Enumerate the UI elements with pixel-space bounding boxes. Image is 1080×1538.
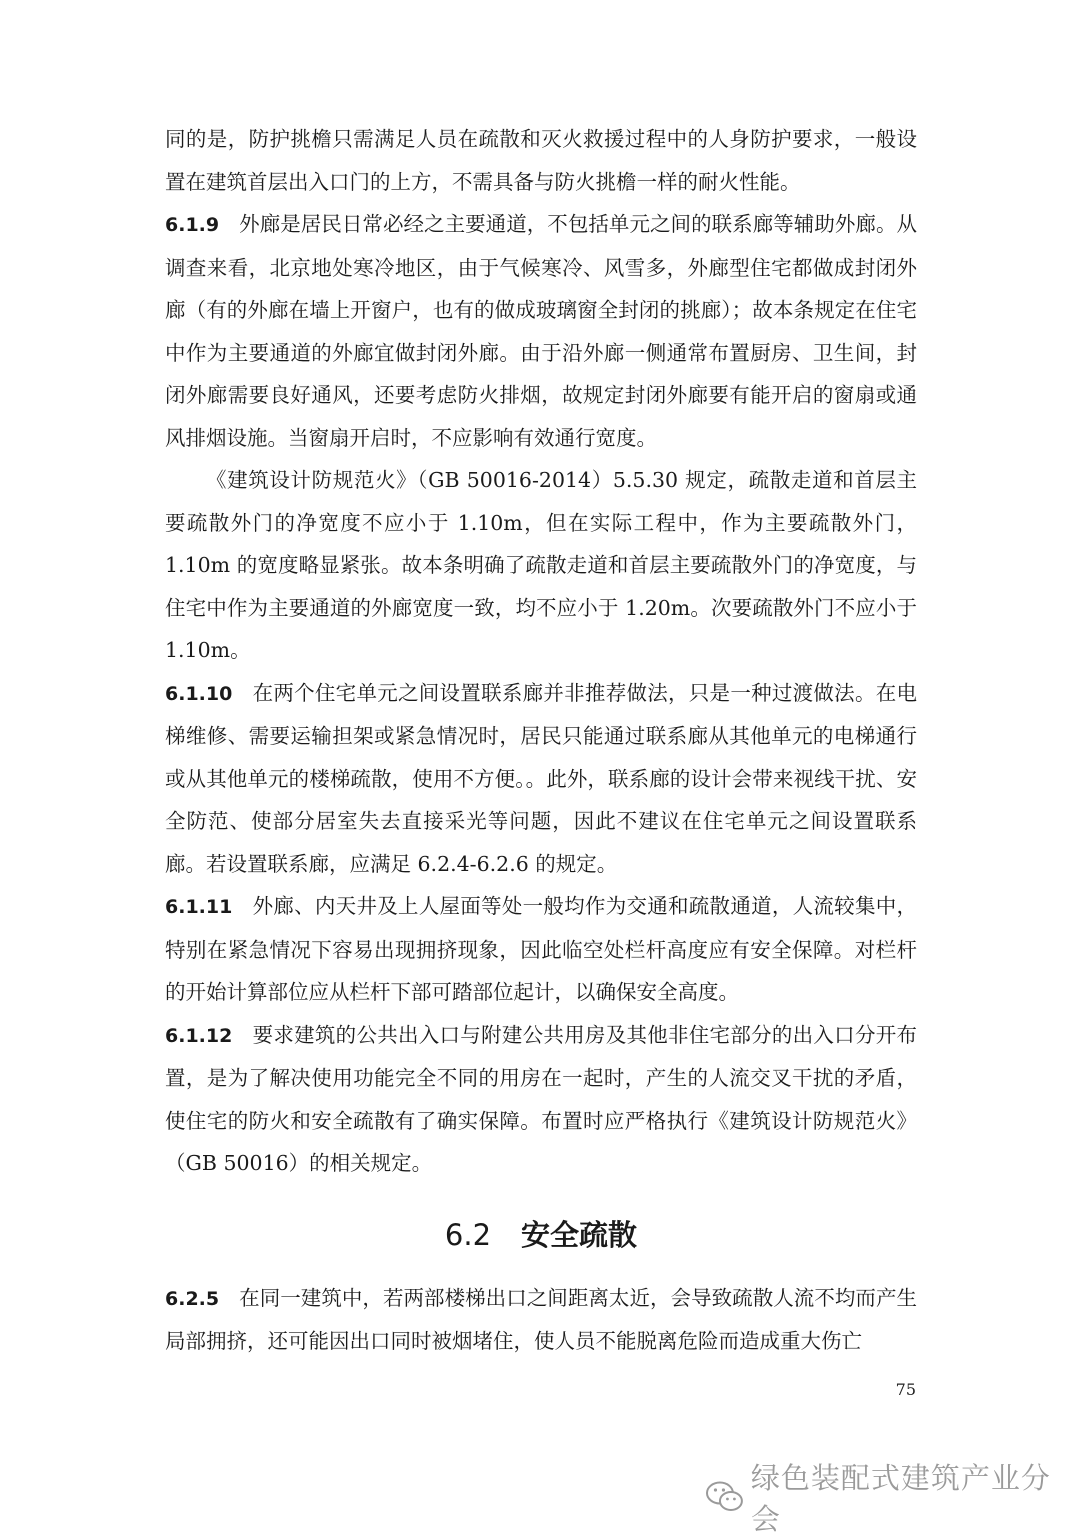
clause-6-1-12: 6.1.12 要求建筑的公共出入口与附建公共用房及其他非住宅部分的出入口分开布置，是为了解决使用功能完全不同的用房在一起时，产生的人流交叉干扰的矛盾，使住宅的防火和安全疏散有了确实保障。布置时应严格执行《建筑设计防规范火》（GB 50016）的相关规定。 [165,1022,917,1175]
clause-number: 6.1.11 [165,896,233,918]
document-page [165,118,917,1363]
section-title: 安全疏散 [521,1217,638,1252]
section-heading [165,1211,917,1259]
clause-number: 6.1.12 [165,1024,233,1047]
page-number: 75 [895,1380,916,1399]
clause-6-1-10: 6.1.10 在两个住宅单元之间设置联系廊并非推荐做法，只是一种过渡做法。在电梯维修、需要运输担架或紧急情况时，居民只能通过联系廊从其他单元的电梯通行或从其他单元的楼梯疏散，使用不方便。。此外，联系廊的设计会带来视线干扰、安全防范、使部分居室失去直接采光等问题，因此不建议在住宅单元之间设置联系廊。若设置联系廊，应满足 6.2.4-6.2.6 的规定。 [165,680,917,876]
paragraph-gb-reference: 《建筑设计防规范火》（GB 50016-2014）5.5.30 规定，疏散走道和首层主要疏散外门的净宽度不应小于 1.10m，但在实际工程中，作为主要疏散外门，1.10m 的宽度略显紧张。故本条明确了疏散走道和首层主要疏散外门的净宽度，与住宅中作为主要通道的外廊宽度一致，均不应小于 1.20m。次要疏散外门不应小于 1.10m。 [165,468,917,662]
clause-number: 6.1.9 [165,214,220,236]
wechat-icon [705,1480,745,1514]
watermark [705,1456,1080,1538]
watermark-text: 绿色装配式建筑产业分会 [750,1461,1051,1536]
clause-number: 6.2.5 [165,1287,220,1310]
clause-6-1-9: 6.1.9 外廊是居民日常必经之主要通道，不包括单元之间的联系廊等辅助外廊。从调查来看，北京地处寒冷地区，由于气候寒冷、风雪多，外廊型住宅都做成封闭外廊（有的外廊在墙上开窗户，也有的做成玻璃窗全封闭的挑廊）；故本条规定在住宅中作为主要通道的外廊宜做封闭外廊。由于沿外廊一侧通常布置厨房、卫生间，封闭外廊需要良好通风，还要考虑防火排烟，故规定封闭外廊要有能开启的窗扇或通风排烟设施。当窗扇开启时，不应影响有效通行宽度。 [165,212,917,450]
clause-6-2-5: 6.2.5 在同一建筑中，若两部楼梯出口之间距离太近，会导致疏散人流不均而产生局部拥挤，还可能因出口同时被烟堵住，使人员不能脱离危险而造成重大伤亡 [165,1285,917,1353]
paragraph-continuation: 同的是，防护挑檐只需满足人员在疏散和灭火救援过程中的人身防护要求，一般设置在建筑首层出入口门的上方，不需具备与防火挑檐一样的耐火性能。 [165,127,917,194]
section-number: 6.2 [444,1217,492,1252]
clause-6-1-11: 6.1.11 外廊、内天井及上人屋面等处一般均作为交通和疏散通道，人流较集中，特别在紧急情况下容易出现拥挤现象，因此临空处栏杆高度应有安全保障。对栏杆的开始计算部位应从栏杆下部可踏部位起计，以确保安全高度。 [165,894,917,1004]
clause-number: 6.1.10 [165,682,233,705]
